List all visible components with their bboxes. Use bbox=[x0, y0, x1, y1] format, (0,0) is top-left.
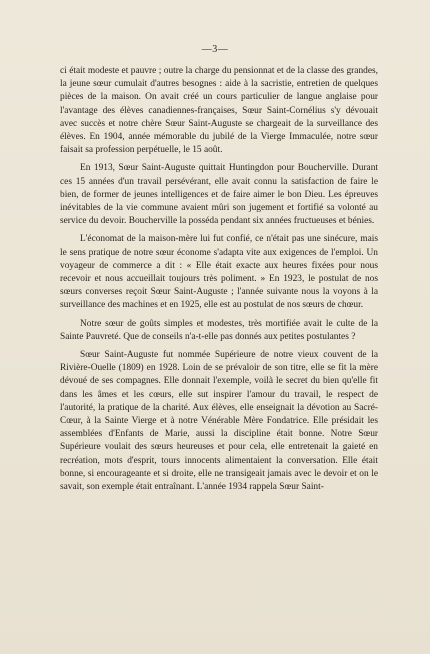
paragraph-5: Sœur Saint-Auguste fut nommée Supérieure de notre vieux couvent de la Rivière-Ouelle (1809) en 1928. Loin de se prévaloir de son titre, elle se fit la mère dévoué de ses compagnes. Elle donnait l'exemple, voilà le secret du bien qu'elle fit dans les âmes et les cœurs, elle sut inspirer l'amour du travail, le respect de l'autorité, la pratique de la charité. Aux élèves, elle enseignait la dévotion au Sacré-Cœur, à la Sainte Vierge et à notre Vénérable Mère Fondatrice. Elle présidait les assemblées d'Enfants de Marie, aussi la discipline était bonne. Notre Sœur Supérieure voulait des sœurs heureuses et pour cela, elle entretenait la gaieté en recréation, mots d'esprit, tours innocents alimentaient la conversation. Elle était bonne, si encourageante et si droite, elle ne transigeait jamais avec le devoir et on le savait, son exemple était entraînant. L'année 1934 rappela Sœur Saint- bbox=[60, 350, 378, 493]
body-text bbox=[60, 65, 378, 499]
paragraph-4: Notre sœur de goûts simples et modestes, très mortifiée avait le culte de la Sainte Pauvreté. Que de conseils n'a-t-elle pas donnés aux petites postulantes ? bbox=[60, 318, 378, 342]
paragraph-3: L'économat de la maison-mère lui fut confié, ce n'était pas une sinécure, mais le sens pratique de notre sœur économe s'adapta vite aux exigences de l'emploi. Un voyageur de commerce a dit : « Elle était exacte aux heures fixées pour nous recevoir et nous accueillait toujours très poliment. » En 1923, le postulat de nos sœurs converses reçoit Sœur Saint-Auguste ; l'année suivante nous la voyons à la surveillance des machines et en 1925, elle est au postulat de nos sœurs de chœur. bbox=[60, 234, 378, 311]
page-number: —3— bbox=[201, 44, 229, 55]
paragraph-2: En 1913, Sœur Saint-Auguste quittait Huntingdon pour Boucherville. Durant ces 15 années d'un travail persévérant, elle avait connu la satisfaction de faire le bien, de former de jeunes intelligences et de faire aimer le bon Dieu. Les épreuves inévitables de la vie commune avaient mûri son jugement et fortifié sa volonté au service du devoir. Boucherville la posséda pendant six années fructueuses et bénies. bbox=[60, 163, 378, 227]
paragraph-1: ci était modeste et pauvre ; outre la charge du pensionnat et de la classe des grandes, la jeune sœur cumulait d'autres besognes : aide à la sacristie, entretien de quelques pièces de la maison. On avait créé un cours particulier de langue anglaise pour l'avantage des élèves canadiennes-françaises, Sœur Saint-Cornélius s'y dévouait avec succès et notre chère Sœur Saint-Auguste se chargeait de la surveillance des élèves. En 1904, année mémorable du jubilé de la Vierge Immaculée, notre sœur faisait sa profession perpétuelle, le 15 août. bbox=[60, 66, 378, 156]
